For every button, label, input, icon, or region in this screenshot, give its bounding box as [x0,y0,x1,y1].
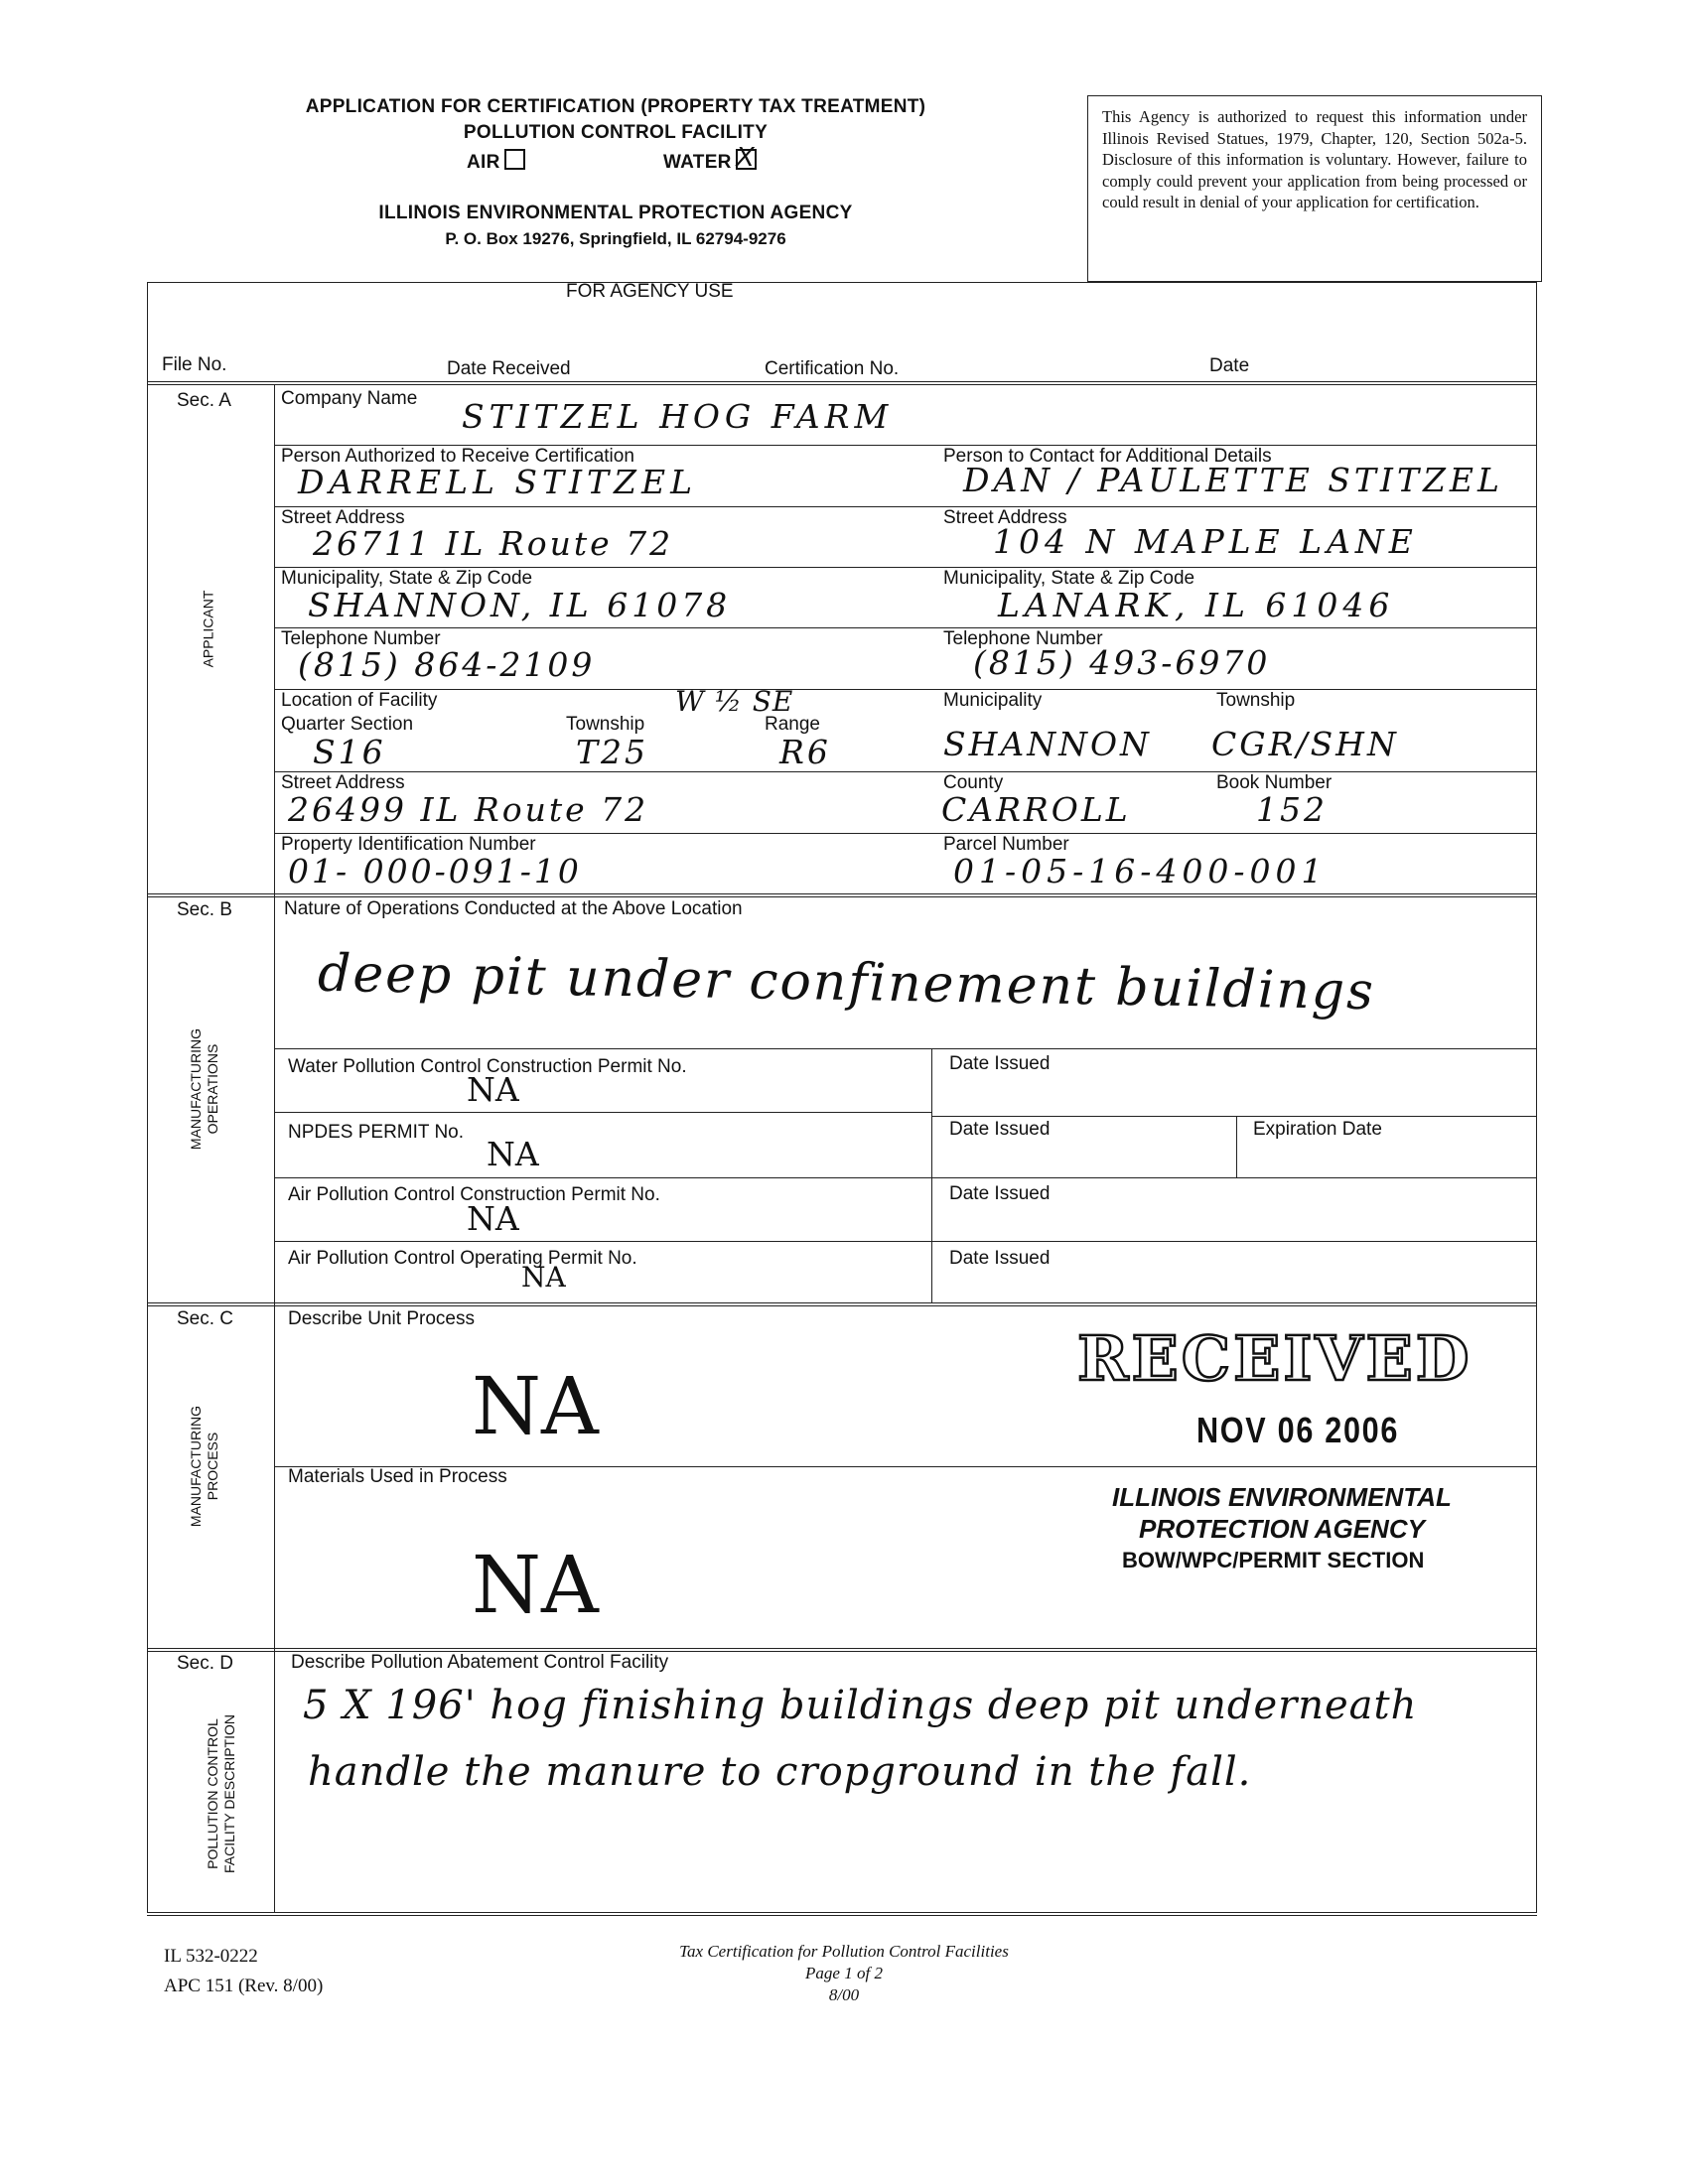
pin-label: Property Identification Number [281,834,536,855]
npdes-date-label: Date Issued [949,1119,1051,1140]
air-operating-label: Air Pollution Control Operating Permit No. [288,1248,637,1269]
sec-b-side-line1: MANUFACTURING [188,1027,204,1151]
company-name-value[interactable]: STITZEL HOG FARM [462,397,894,436]
row-line [274,1112,931,1113]
npdes-label: NPDES PERMIT No. [288,1122,465,1143]
unit-process-label: Describe Unit Process [288,1308,475,1329]
municipality-value[interactable]: SHANNON, IL 61078 [308,586,732,624]
telephone-label: Telephone Number [281,628,441,649]
expiration-label: Expiration Date [1253,1119,1382,1140]
permit-column-divider [931,1048,932,1302]
row-line [274,1241,1536,1242]
contact-telephone-label: Telephone Number [943,628,1103,649]
facility-municipality-label: Municipality [943,690,1043,711]
nature-value[interactable]: deep pit under confinement buildings [317,943,1376,1023]
footer-date: 8/00 [828,1985,860,2004]
person-contact-value[interactable]: DAN / PAULETTE STITZEL [963,461,1503,499]
form-number: IL 532-0222 [164,1946,258,1967]
air-option[interactable] [467,149,586,174]
county-value[interactable]: CARROLL [941,790,1131,829]
sec-c-label: Sec. C [177,1308,234,1329]
sec-c-side-label [188,1382,221,1551]
township-label: Township [566,714,645,735]
sec-b-label: Sec. B [177,899,232,920]
form-subtitle: POLLUTION CONTROL FACILITY [463,122,769,143]
street-address-value[interactable]: 26711 IL Route 72 [313,524,674,563]
contact-street-value[interactable]: 104 N MAPLE LANE [993,522,1418,561]
sec-c-side-line1: MANUFACTURING [188,1405,204,1528]
air-operating-date-label: Date Issued [949,1248,1051,1269]
unit-process-value[interactable]: NA [472,1360,599,1452]
form-bottom [147,1912,1537,1916]
row-line [274,689,1536,690]
sec-d-label: Sec. D [177,1653,234,1674]
abatement-label: Describe Pollution Abatement Control Facility [291,1652,669,1673]
stamp-agency-line3: BOW/WPC/PERMIT SECTION [1122,1548,1425,1572]
contact-street-label: Street Address [943,507,1067,528]
row-line [931,1116,1536,1117]
municipality-label: Municipality, State & Zip Code [281,568,533,589]
agency-address: P. O. Box 19276, Springfield, IL 62794-9276 [445,229,786,248]
sec-a-label: Sec. A [177,390,231,411]
sec-d-side-label [205,1680,238,1908]
footer-page: Page 1 of 2 [805,1964,883,1982]
sec-a-side-label: APPLICANT [200,590,216,668]
sec-d-side-line1: POLLUTION CONTROL [205,1718,220,1869]
county-label: County [943,772,1004,793]
air-label: AIR [467,152,500,173]
air-checkbox[interactable] [504,149,525,170]
facility-municipality-value[interactable]: SHANNON [943,725,1152,763]
materials-value[interactable]: NA [472,1539,599,1631]
certification-no-label: Certification No. [765,358,900,379]
township-value[interactable]: T25 [576,733,649,771]
agency-use-title: FOR AGENCY USE [566,281,734,302]
contact-telephone-value[interactable]: (815) 493-6970 [973,643,1271,682]
book-number-label: Book Number [1216,772,1333,793]
disclosure-notice: This Agency is authorized to request this information under Illinois Revised Statues, 1979, Chapter, 120, Section 502a-5. Disclosure of this information is voluntary. However, failure to comply could prevent your application from being processed or could result in denial of your application for certification. [1087,95,1542,282]
nature-label: Nature of Operations Conducted at the Above Location [284,898,743,919]
person-authorized-value[interactable]: DARRELL STITZEL [298,463,697,501]
agency-box-bottom [147,381,1537,385]
sec-a-bottom [147,893,1537,897]
quarter-section-value[interactable]: S16 [313,733,386,771]
quarter-section-note[interactable]: W ½ SE [675,685,794,718]
footer-title: Tax Certification for Pollution Control Facilities [679,1942,1009,1961]
form-title: APPLICATION FOR CERTIFICATION (PROPERTY TAX TREATMENT) [305,96,926,117]
water-permit-label: Water Pollution Control Construction Permit No. [288,1056,687,1077]
form-left-border [147,282,148,1913]
quarter-section-label: Quarter Section [281,714,414,735]
book-number-value[interactable]: 152 [1256,790,1328,829]
expiration-divider [1236,1116,1237,1177]
facility-township-label: Township [1216,690,1296,711]
stamp-agency-line1: ILLINOIS ENVIRONMENTAL [1112,1482,1452,1512]
company-name-label: Company Name [281,388,418,409]
row-line [274,771,1536,772]
water-permit-value[interactable]: NA [467,1070,519,1109]
range-label: Range [765,714,820,735]
sec-c-side-line2: PROCESS [205,1432,220,1501]
water-permit-date-label: Date Issued [949,1053,1051,1074]
stamp-agency-line2: PROTECTION AGENCY [1139,1514,1425,1544]
abatement-line1[interactable]: 5 X 196' hog finishing buildings deep pit underneath [303,1683,1418,1728]
street-address-label: Street Address [281,507,405,528]
parcel-label: Parcel Number [943,834,1069,855]
contact-municipality-value[interactable]: LANARK, IL 61046 [998,586,1395,624]
sec-b-side-line2: OPERATIONS [205,1043,220,1135]
row-line [274,1048,1536,1049]
row-line [274,627,1536,628]
contact-municipality-label: Municipality, State & Zip Code [943,568,1195,589]
water-checkbox[interactable]: X [736,149,757,170]
air-operating-value[interactable]: NA [521,1261,566,1294]
person-authorized-label: Person Authorized to Receive Certification [281,446,634,467]
telephone-value[interactable]: (815) 864-2109 [298,645,596,684]
facility-township-value[interactable]: CGR/SHN [1211,725,1399,763]
row-line [274,1177,1536,1178]
person-contact-label: Person to Contact for Additional Details [943,446,1272,467]
materials-label: Materials Used in Process [288,1466,507,1487]
facility-street-value[interactable]: 26499 IL Route 72 [288,790,649,829]
apc-revision: APC 151 (Rev. 8/00) [164,1976,324,1996]
range-value[interactable]: R6 [779,733,831,771]
date-received-label: Date Received [447,358,571,379]
water-label: WATER [663,152,732,173]
location-label: Location of Facility [281,690,438,711]
air-construction-label: Air Pollution Control Construction Permit No. [288,1184,660,1205]
sec-b-side-label [188,980,221,1198]
water-option[interactable] [663,141,822,174]
agency-date-label: Date [1209,355,1250,376]
air-construction-value[interactable]: NA [467,1199,519,1238]
sec-b-bottom [147,1302,1537,1306]
facility-street-label: Street Address [281,772,405,793]
file-no-label: File No. [162,354,227,375]
stamp-date: NOV 06 2006 [1196,1410,1400,1450]
parcel-value[interactable]: 01-05-16-400-001 [953,852,1328,890]
agency-name: ILLINOIS ENVIRONMENTAL PROTECTION AGENCY [378,203,853,223]
agency-box-top [147,282,1537,283]
sec-d-side-line2: FACILITY DESCRIPTION [221,1714,237,1873]
air-construction-date-label: Date Issued [949,1183,1051,1204]
row-line [274,506,1536,507]
npdes-value[interactable]: NA [487,1135,539,1173]
pin-value[interactable]: 01- 000-091-10 [288,852,582,890]
abatement-line2[interactable]: handle the manure to cropground in the fall. [308,1749,1252,1795]
section-column-divider [274,385,275,1913]
form-right-border [1536,282,1537,1913]
stamp-received-text: RECEIVED [1077,1322,1473,1395]
